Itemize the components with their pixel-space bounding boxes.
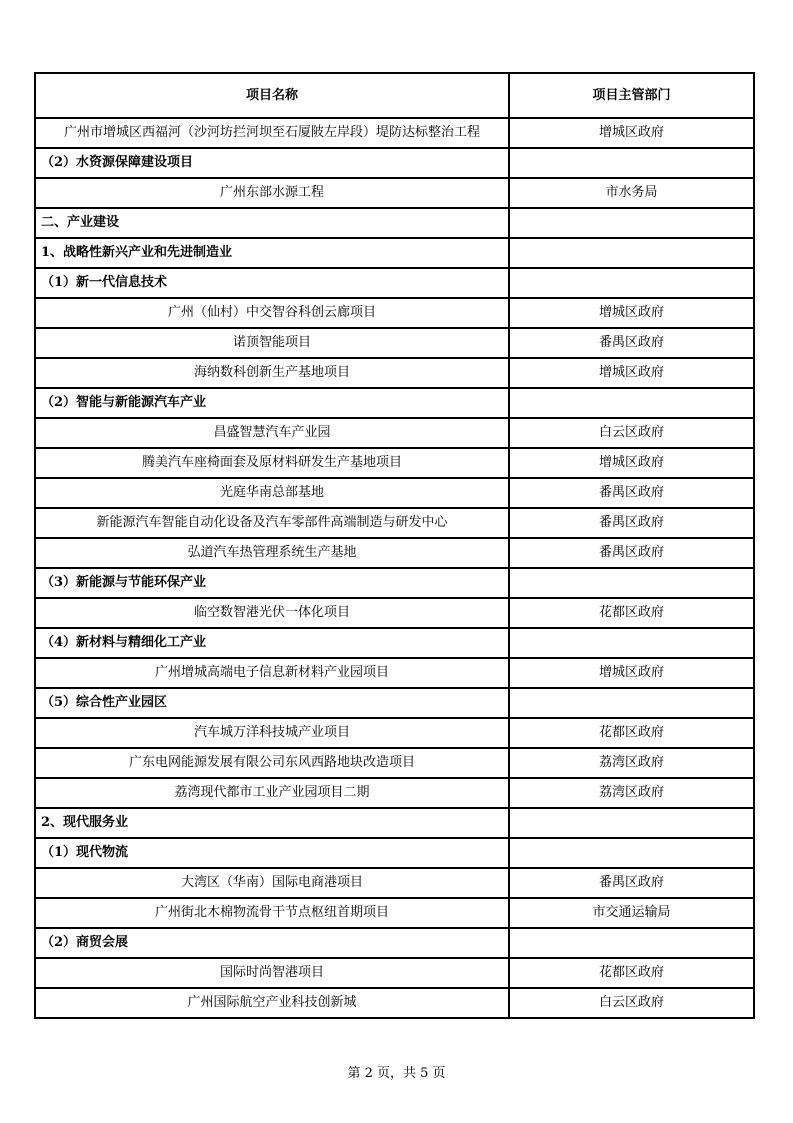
project-name-cell: 光庭华南总部基地 [35,478,509,508]
table-row [35,988,754,1018]
project-name-cell: 临空数智港光伏一体化项目 [35,598,509,628]
table-row [35,328,754,358]
project-name-cell: 弘道汽车热管理系统生产基地 [35,538,509,568]
table-row [35,478,754,508]
department-cell: 增城区政府 [509,658,754,688]
project-name-cell: 荔湾现代都市工业产业园项目二期 [35,778,509,808]
table-row [35,418,754,448]
table-row [35,778,754,808]
table-row [35,718,754,748]
project-name-cell: 腾美汽车座椅面套及原材料研发生产基地项目 [35,448,509,478]
table-row [35,118,754,148]
table-row [35,598,754,628]
section-row [35,568,754,598]
section-row [35,148,754,178]
department-cell [509,808,754,838]
project-name-cell: 大湾区（华南）国际电商港项目 [35,868,509,898]
department-cell [509,208,754,238]
project-name-cell: 新能源汽车智能自动化设备及汽车零部件高端制造与研发中心 [35,508,509,538]
department-cell: 番禺区政府 [509,538,754,568]
section-row [35,808,754,838]
column-header-department: 项目主管部门 [509,73,754,118]
section-row [35,928,754,958]
project-name-cell: （5）综合性产业园区 [35,688,509,718]
department-cell [509,148,754,178]
department-cell: 增城区政府 [509,298,754,328]
table-row [35,898,754,928]
project-name-cell: 广州增城高端电子信息新材料产业园项目 [35,658,509,688]
project-name-cell: 广州国际航空产业科技创新城 [35,988,509,1018]
table-row [35,358,754,388]
department-cell [509,628,754,658]
department-cell: 花都区政府 [509,598,754,628]
projects-table [34,72,755,1019]
department-cell: 白云区政府 [509,988,754,1018]
page-number: 第 2 页，共 5 页 [347,1066,446,1081]
department-cell [509,568,754,598]
department-cell: 花都区政府 [509,718,754,748]
department-cell: 增城区政府 [509,448,754,478]
project-name-cell: 2、现代服务业 [35,808,509,838]
department-cell [509,928,754,958]
project-name-cell: 诺顶智能项目 [35,328,509,358]
project-name-cell: 广东电网能源发展有限公司东风西路地块改造项目 [35,748,509,778]
section-row [35,628,754,658]
table-row [35,178,754,208]
department-cell [509,238,754,268]
project-name-cell: （2）水资源保障建设项目 [35,148,509,178]
department-cell [509,688,754,718]
section-row [35,838,754,868]
department-cell: 番禺区政府 [509,868,754,898]
project-name-cell: （2）商贸会展 [35,928,509,958]
department-cell: 花都区政府 [509,958,754,988]
section-row [35,268,754,298]
project-name-cell: （1）新一代信息技术 [35,268,509,298]
project-name-cell: （3）新能源与节能环保产业 [35,568,509,598]
department-cell [509,838,754,868]
table-header [35,73,754,118]
project-name-cell: 1、战略性新兴产业和先进制造业 [35,238,509,268]
department-cell: 番禺区政府 [509,508,754,538]
table-row [35,448,754,478]
project-name-cell: 二、产业建设 [35,208,509,238]
project-name-cell: （4）新材料与精细化工产业 [35,628,509,658]
department-cell: 市交通运输局 [509,898,754,928]
department-cell: 白云区政府 [509,418,754,448]
table-row [35,508,754,538]
project-name-cell: 广州市增城区西福河（沙河坊拦河坝至石厦陂左岸段）堤防达标整治工程 [35,118,509,148]
section-row [35,208,754,238]
department-cell: 番禺区政府 [509,478,754,508]
department-cell: 市水务局 [509,178,754,208]
section-row [35,238,754,268]
section-row [35,688,754,718]
department-cell [509,268,754,298]
project-name-cell: 广州东部水源工程 [35,178,509,208]
project-name-cell: （1）现代物流 [35,838,509,868]
column-header-project-name: 项目名称 [35,73,509,118]
department-cell: 增城区政府 [509,118,754,148]
table-row [35,868,754,898]
department-cell: 荔湾区政府 [509,748,754,778]
table-row [35,748,754,778]
department-cell [509,388,754,418]
table-row [35,658,754,688]
project-name-cell: 广州街北木棉物流骨干节点枢纽首期项目 [35,898,509,928]
department-cell: 番禺区政府 [509,328,754,358]
project-name-cell: 昌盛智慧汽车产业园 [35,418,509,448]
department-cell: 荔湾区政府 [509,778,754,808]
project-name-cell: （2）智能与新能源汽车产业 [35,388,509,418]
table-row [35,538,754,568]
project-name-cell: 汽车城万洋科技城产业项目 [35,718,509,748]
project-name-cell: 国际时尚智港项目 [35,958,509,988]
table-body [35,118,754,1018]
table-row [35,298,754,328]
section-row [35,388,754,418]
department-cell: 增城区政府 [509,358,754,388]
project-name-cell: 海纳数科创新生产基地项目 [35,358,509,388]
table-row [35,958,754,988]
project-name-cell: 广州（仙村）中交智谷科创云廊项目 [35,298,509,328]
header-row [35,73,754,118]
